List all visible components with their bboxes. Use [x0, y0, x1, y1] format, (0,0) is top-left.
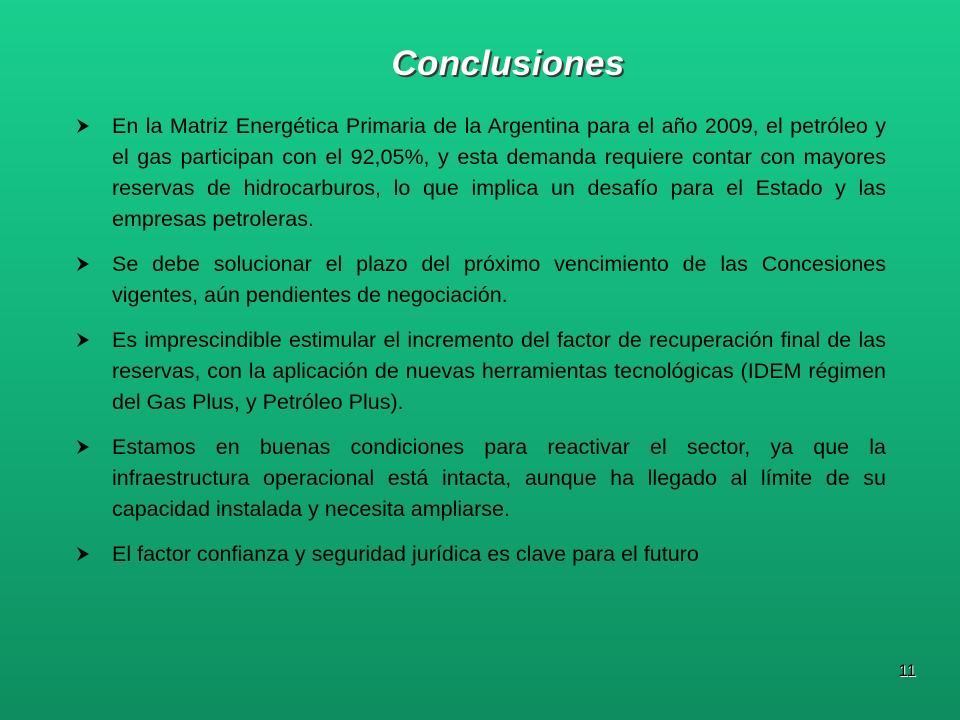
- bullet-item: [72, 111, 886, 235]
- arrowhead-bullet-icon: [75, 546, 91, 562]
- bullet-item: [72, 325, 886, 418]
- arrowhead-bullet-icon: [75, 439, 91, 455]
- bullet-text: Es imprescindible estimular el incremento del factor de recuperación final de las reservas, con la aplicación de nuevas herramientas tecnológicas (IDEM régimen del Gas Plus, y Petróleo Plus).: [112, 328, 886, 414]
- bullet-text: Estamos en buenas condiciones para reactivar el sector, ya que la infraestructura operacional está intacta, aunque ha llegado al límite de su capacidad instalada y necesita ampliarse.: [112, 435, 886, 521]
- bullet-text: Se debe solucionar el plazo del próximo vencimiento de las Concesiones vigentes, aún pendientes de negociación.: [112, 252, 886, 307]
- slide-title: Conclusiones: [391, 44, 625, 83]
- bullet-item: [72, 432, 886, 525]
- bullet-text: En la Matriz Energética Primaria de la Argentina para el año 2009, el petróleo y el gas participan con el 92,05%, y esta demanda requiere contar con mayores reservas de hidrocarburos, lo que implica un desafío para el Estado y las empresas petroleras.: [112, 114, 886, 231]
- arrowhead-bullet-icon: [75, 256, 91, 272]
- bullet-list: [72, 111, 886, 584]
- page-number: 11: [898, 661, 916, 680]
- bullet-text: El factor confianza y seguridad jurídica es clave para el futuro: [112, 542, 699, 566]
- arrowhead-bullet-icon: [75, 118, 91, 134]
- bullet-item: [72, 249, 886, 311]
- bullet-item: [72, 539, 886, 570]
- arrowhead-bullet-icon: [75, 332, 91, 348]
